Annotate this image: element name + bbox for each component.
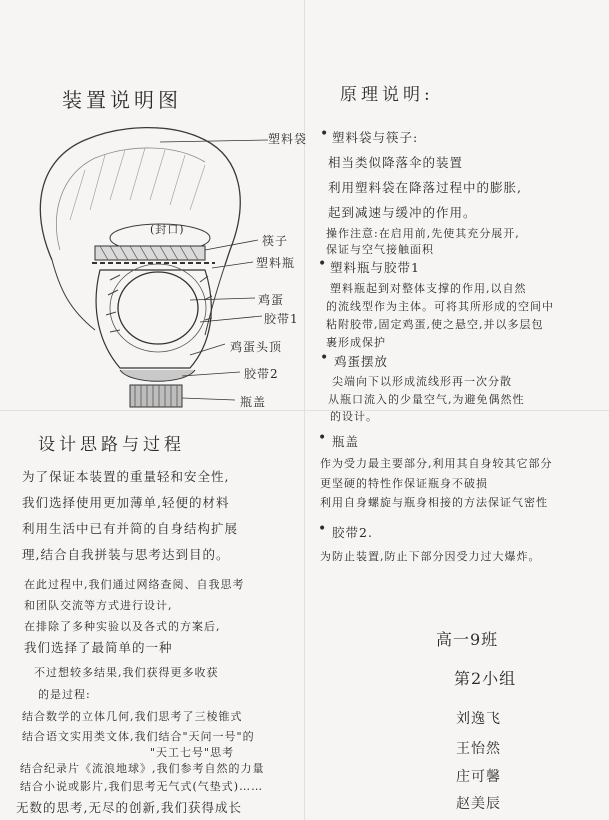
- text-line: 从瓶口流入的少量空气,为避免偶然性: [328, 393, 525, 406]
- member-name: 刘逸飞: [456, 711, 501, 727]
- label-bottle: 塑料瓶: [256, 256, 296, 270]
- label-shell-top: 鸡蛋头顶: [230, 340, 283, 354]
- text-line: 我们选择使用更加薄单,轻便的材料: [22, 495, 230, 510]
- bullet-dot-icon: •: [318, 430, 328, 446]
- label-mouth: (封口): [150, 223, 185, 236]
- section-heading: 塑料袋与筷子:: [332, 130, 419, 145]
- text-line: 相当类似降落伞的装置: [328, 155, 464, 170]
- text-line: 无数的思考,无尽的创新,我们获得成长: [16, 800, 242, 815]
- label-egg: 鸡蛋: [258, 293, 285, 307]
- text-line: 塑料瓶起到对整体支撑的作用,以自然: [330, 282, 527, 295]
- bullet-dot-icon: •: [318, 256, 328, 272]
- text-line: 更坚硬的特性作保证瓶身不破损: [320, 477, 488, 490]
- text-line: 结合数学的立体几何,我们思考了三棱锥式: [22, 710, 243, 723]
- label-chopsticks: 筷子: [262, 234, 289, 248]
- text-line: 和团队交流等方式进行设计,: [24, 599, 173, 612]
- principle-title: 原理说明:: [340, 85, 434, 105]
- text-line: 操作注意:在启用前,先使其充分展开,: [326, 227, 520, 240]
- design-title: 设计思路与过程: [38, 435, 185, 455]
- text-line: 尖端向下以形成流线形再一次分散: [332, 375, 512, 388]
- bullet-dot-icon: •: [320, 126, 330, 142]
- section-heading: 塑料瓶与胶带1: [330, 260, 420, 275]
- text-line: 我们选择了最简单的一种: [24, 640, 173, 655]
- text-line: 理,结合自我拼装与思考达到目的。: [22, 547, 230, 562]
- member-name: 庄可馨: [456, 769, 501, 785]
- section-heading: 胶带2.: [332, 525, 373, 540]
- class-name: 高一9班: [436, 630, 499, 649]
- text-line: 利用生活中已有并简的自身结构扩展: [22, 521, 239, 536]
- label-tape2: 胶带2: [244, 367, 279, 381]
- text-line: 的是过程:: [38, 688, 91, 701]
- group-name: 第2小组: [454, 669, 517, 688]
- bullet-dot-icon: •: [320, 350, 330, 366]
- label-bag: 塑料袋: [268, 132, 308, 146]
- member-name: 王怡然: [456, 741, 501, 757]
- text-line: 的流线型作为主体。可将其所形成的空间中: [326, 300, 554, 313]
- text-line: 结合纪录片《流浪地球》,我们参考自然的力量: [20, 762, 265, 775]
- text-line: 为防止装置,防止下部分因受力过大爆炸。: [320, 550, 541, 563]
- bullet-dot-icon: •: [318, 521, 328, 537]
- section-heading: 鸡蛋摆放: [334, 354, 389, 369]
- text-line: 粘附胶带,固定鸡蛋,使之悬空,并以多层包: [326, 318, 544, 331]
- text-line: 保证与空气接触面积: [326, 243, 434, 256]
- label-tape1: 胶带1: [264, 312, 299, 326]
- member-name: 赵美辰: [456, 796, 501, 812]
- text-line: 不过想较多结果,我们获得更多收获: [34, 666, 219, 679]
- text-line: "天工七号"思考: [150, 746, 235, 759]
- text-line: 在排除了多种实验以及各式的方案后,: [24, 620, 221, 633]
- text-line: 为了保证本装置的重量轻和安全性,: [22, 469, 230, 484]
- text-line: 结合语文实用类文体,我们结合"天问一号"的: [22, 730, 255, 743]
- text-line: 在此过程中,我们通过网络查阅、自我思考: [24, 578, 245, 591]
- section-heading: 瓶盖: [332, 434, 360, 449]
- text-line: 起到减速与缓冲的作用。: [328, 205, 477, 220]
- text-line: 的设计。: [330, 410, 378, 423]
- egg: [118, 272, 198, 344]
- diagram-title: 装置说明图: [62, 88, 182, 112]
- text-line: 利用塑料袋在降落过程中的膨胀,: [328, 180, 522, 195]
- text-line: 结合小说或影片,我们思考无气式(气垫式)……: [20, 780, 264, 793]
- text-line: 裹形成保护: [326, 336, 386, 349]
- label-cap: 瓶盖: [240, 395, 267, 409]
- bottle-cap: [130, 385, 182, 407]
- text-line: 作为受力最主要部分,利用其自身较其它部分: [320, 457, 553, 470]
- text-line: 利用自身螺旋与瓶身相接的方法保证气密性: [320, 496, 548, 509]
